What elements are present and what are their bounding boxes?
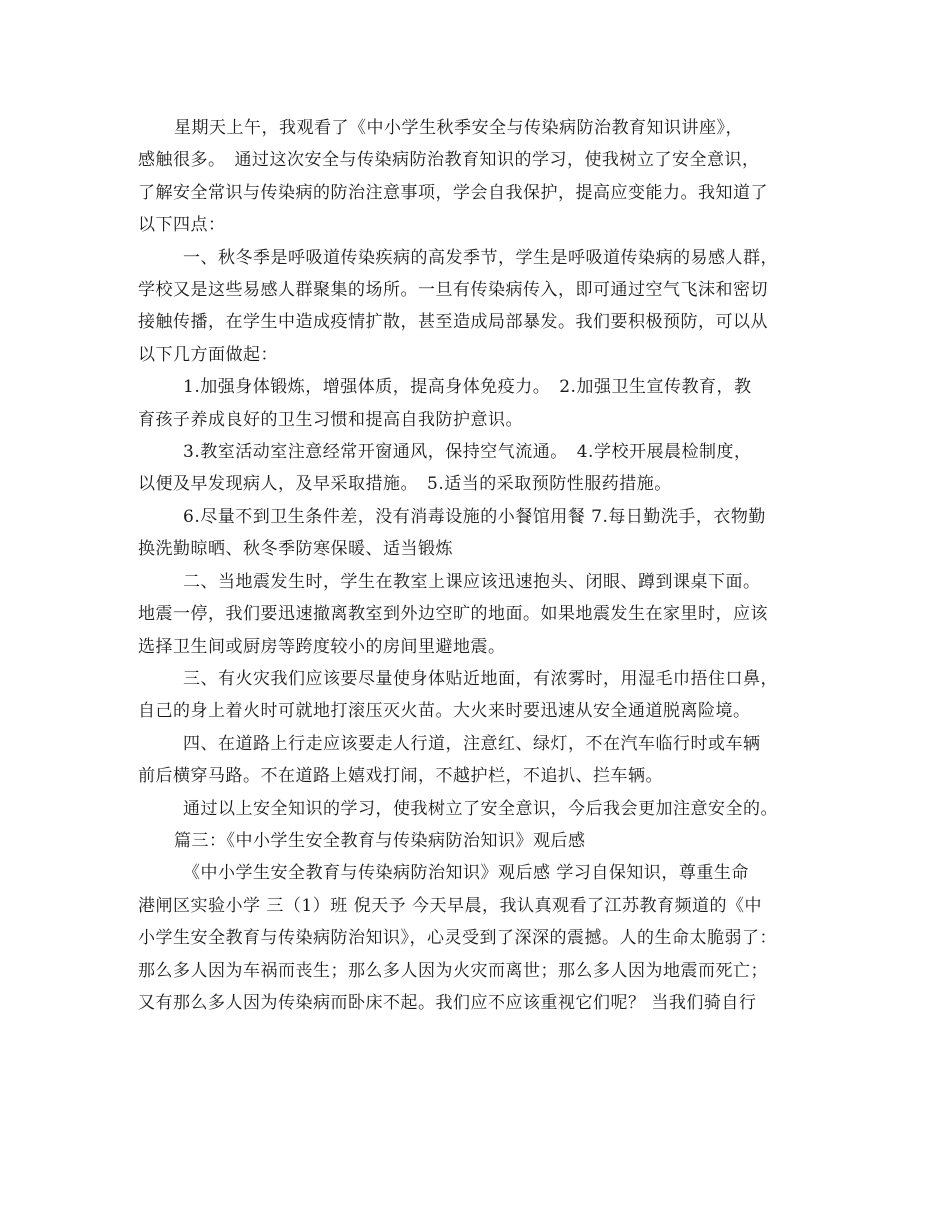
paragraph: [138, 663, 828, 728]
text-line: 以下几方面做起：: [138, 344, 278, 365]
text-line: 以下四点：: [138, 215, 226, 236]
paragraph: [138, 857, 828, 1019]
text-line: 《中小学生安全教育与传染病防治知识》观后感 学习自保知识，尊重生命: [183, 863, 749, 884]
paragraph: [138, 436, 828, 501]
text-line: 1.加强身体锻炼，增强体质，提高身体免疫力。 2.加强卫生宣传教育，教: [183, 377, 752, 398]
text-line: 学校又是这些易感人群聚集的场所。一旦有传染病传入，即可通过空气飞沫和密切: [138, 280, 768, 301]
text-line: 自己的身上着火时可就地打滚压灭火苗。大火来时要迅速从安全通道脱离险境。: [138, 701, 751, 722]
text-line: 三、有火灾我们应该要尽量使身体贴近地面，有浓雾时，用湿毛巾捂住口鼻，: [183, 668, 778, 689]
paragraph: [138, 371, 828, 436]
text-line: 育孩子养成良好的卫生习惯和提高自我防护意识。: [138, 409, 523, 430]
document-body: [138, 112, 828, 1019]
paragraph: [138, 728, 828, 793]
text-line: 港闸区实验小学 三（1）班 倪天予 今天早晨，我认真观看了江苏教育频道的《中: [138, 895, 763, 916]
paragraph: [138, 825, 828, 857]
text-line: 又有那么多人因为传染病而卧床不起。我们应不应该重视它们呢？ 当我们骑自行: [138, 992, 757, 1013]
text-line: 选择卫生间或厨房等跨度较小的房间里避地震。: [138, 636, 506, 657]
text-line: 了解安全常识与传染病的防治注意事项，学会自我保护，提高应变能力。我知道了: [138, 182, 768, 203]
text-line: 前后横穿马路。不在道路上嬉戏打闹，不越护栏，不追扒、拦车辆。: [138, 766, 663, 787]
paragraph: [138, 566, 828, 663]
text-line: 星期天上午，我观看了《中小学生秋季安全与传染病防治教育知识讲座》，: [174, 118, 743, 138]
text-line: 一、秋冬季是呼吸道传染疾病的高发季节，学生是呼吸道传染病的易感人群，: [183, 247, 778, 268]
text-line: 感触很多。 通过这次安全与传染病防治教育知识的学习，使我树立了安全意识，: [138, 150, 760, 171]
text-line: 以便及早发现病人，及早采取措施。 5.适当的采取预防性服药措施。: [138, 474, 672, 495]
text-line: 四、在道路上行走应该要走人行道，注意红、绿灯，不在汽车临行时或车辆: [183, 733, 761, 754]
text-line: 通过以上安全知识的学习，使我树立了安全意识，今后我会更加注意安全的。: [183, 798, 778, 819]
paragraph: [138, 112, 828, 242]
text-line: 二、当地震发生时，学生在教室上课应该迅速抱头、闭眼、蹲到课桌下面。: [183, 571, 761, 592]
text-line: 3.教室活动室注意经常开窗通风，保持空气流通。 4.学校开展晨检制度，: [183, 442, 752, 463]
text-line: 小学生安全教育与传染病防治知识》，心灵受到了深深的震撼。人的生命太脆弱了：: [138, 928, 777, 949]
paragraph: [138, 793, 828, 825]
text-line: 接触传播，在学生中造成疫情扩散，甚至造成局部暴发。我们要积极预防，可以从: [138, 312, 768, 333]
paragraph: [138, 242, 828, 372]
text-line: 那么多人因为车祸而丧生；那么多人因为火灾而离世；那么多人因为地震而死亡；: [138, 960, 768, 981]
paragraph: [138, 501, 828, 566]
text-line: 6.尽量不到卫生条件差，没有消毒设施的小餐馆用餐 7.每日勤洗手，衣物勤: [183, 506, 766, 527]
text-line: 篇三：《中小学生安全教育与传染病防治知识》观后感: [174, 830, 586, 851]
text-line: 地震一停，我们要迅速撤离教室到外边空旷的地面。如果地震发生在家里时，应该: [138, 604, 768, 625]
text-line: 换洗勤晾晒、秋冬季防寒保暖、适当锻炼: [138, 539, 453, 560]
